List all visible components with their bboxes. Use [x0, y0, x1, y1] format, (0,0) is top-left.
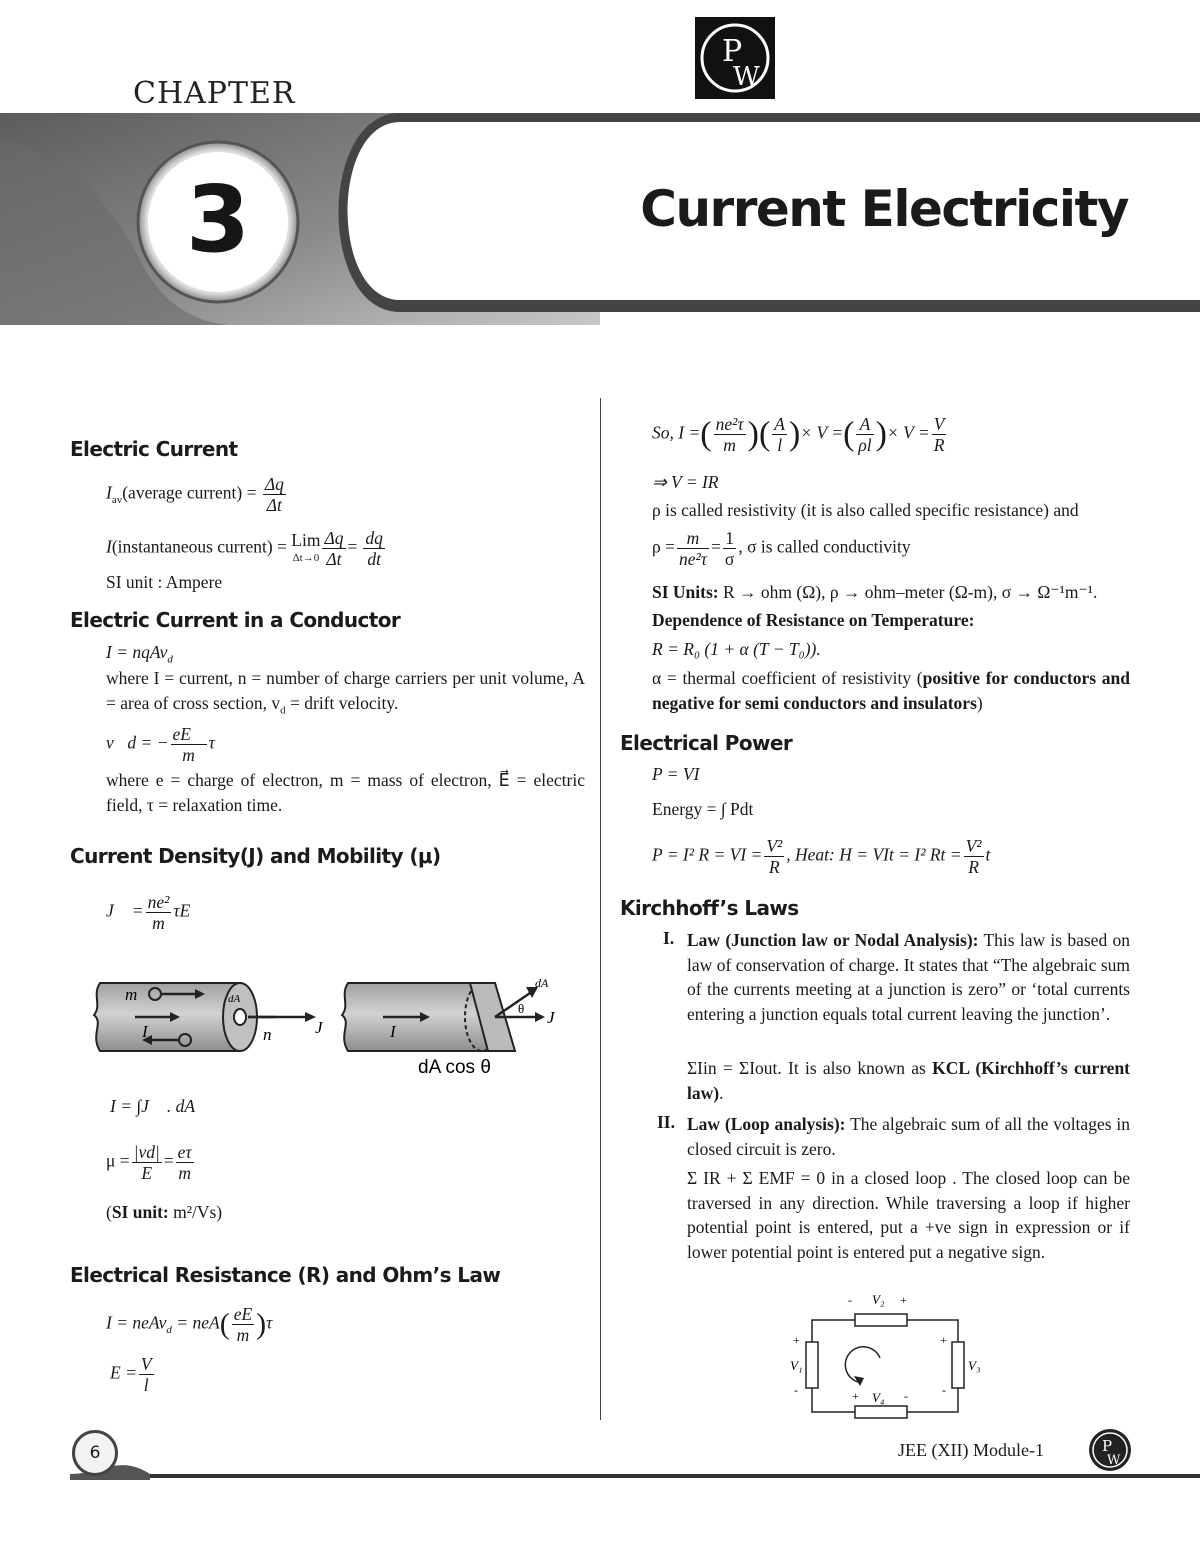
resistor-v2 — [855, 1314, 907, 1326]
integral-formula: I = ∫J⃗ . dA⃗ — [110, 1096, 209, 1116]
pw-logo — [695, 17, 775, 99]
heading-current-in-conductor: Electric Current in a Conductor — [70, 608, 401, 632]
conductor-figure — [90, 965, 590, 1080]
column-divider — [600, 398, 601, 1420]
minus-v3: - — [942, 1383, 946, 1397]
current-density-formula: J⃗ = $\frac{\text{ne²}}{m}$ τE⃗ — [106, 892, 204, 933]
law-2-number: II. — [657, 1112, 675, 1132]
minus-v2: - — [848, 1293, 852, 1307]
fig-dA1-label: dA — [228, 993, 241, 1005]
chapter-label: CHAPTER — [133, 76, 296, 111]
page-number: 6 — [72, 1430, 118, 1476]
kcl-text: ΣIin = ΣIout. It is also known as KCL (Kirchhoff’s current law). — [687, 1058, 1130, 1103]
si-unit-ampere: SI unit : Ampere — [106, 572, 223, 592]
fig-dA2-label: dA — [535, 976, 549, 990]
rho-resistivity-text: ρ is called resistivity (it is also called specific resistance) and — [652, 500, 1079, 520]
label-v3: V₃ — [968, 1358, 981, 1373]
fig-caption: dA cos θ — [418, 1057, 491, 1078]
chapter-number: 3 — [185, 166, 250, 273]
drift-velocity-formula: v⃗d = − $\frac{eE⃗}{m}$ τ — [106, 724, 215, 765]
label-v4: V₄ — [872, 1390, 885, 1405]
resistor-v4 — [855, 1406, 907, 1418]
label-v1: V₁ — [790, 1358, 803, 1373]
energy-formula: Energy = ∫ Pdt — [652, 799, 754, 819]
avg-current-formula: $I_{av}(average$ current) = $\frac{\Delta q}{\Delta t}$ — [106, 474, 284, 515]
e-v-over-l-formula: E = $\frac{V}{l}$ — [110, 1354, 152, 1395]
resistor-v3 — [952, 1342, 964, 1388]
svg-text:W: W — [1107, 1453, 1121, 1468]
heading-kirchhoffs-laws: Kirchhoff’s Laws — [620, 896, 799, 920]
fig-I1-label: I — [142, 1022, 148, 1041]
fig-m-label: m — [125, 985, 138, 1004]
svg-text:P: P — [1102, 1437, 1113, 1455]
fig-J2-label: J — [547, 1008, 555, 1027]
svg-text:P: P — [722, 34, 743, 69]
so-i-formula: So, I =( $\frac{\text{ne²τ}}{m}$ )( $\frac{A}{l}$ )× V =( $\frac{A}{\rho l}$ )× V = $\frac{V}{R}$ — [652, 414, 945, 455]
power-heat-formula: P = I² R = VI = $\frac{\text{V²}}{R}$ , Heat: H = VIt = I² Rt = $\frac{\text{V²}}{R}$ t — [652, 836, 991, 877]
plus-v2: + — [900, 1293, 907, 1307]
where-text-1: where I = current, n = number of charge carriers per unit volume, A = area of cross section, $v_d$ = drift velocity. — [106, 668, 585, 716]
fig-J1-label: J — [315, 1018, 323, 1037]
chapter-title: Current Electricity — [640, 180, 1128, 238]
temperature-dependence-formula: R = R₀ (1 + α (T − T₀)). — [652, 639, 821, 659]
rho-formula: ρ = $\frac{m}{\text{ne²τ}}$ = $\frac{1}{\sigma}$ , σ is called conductivity — [652, 528, 911, 569]
heading-resistance-ohms-law: Electrical Resistance (R) and Ohm’s Law — [70, 1263, 501, 1287]
power-p-vi: P = VI — [652, 764, 700, 784]
temperature-dependence-heading: Dependence of Resistance on Temperature: — [652, 610, 975, 630]
footer-module: JEE (XII) Module-1 — [898, 1440, 1044, 1460]
plus-v3: + — [940, 1333, 947, 1347]
si-units-line: SI Units: R → ohm (Ω), ρ → ohm–meter (Ω-m), σ → Ω⁻¹m⁻¹. — [652, 582, 1098, 602]
svg-text:W: W — [733, 62, 760, 92]
minus-v4: - — [904, 1389, 908, 1403]
label-v2: V₂ — [872, 1292, 885, 1307]
inst-current-formula: I(instantaneous current) = Lim Δt→0 $\frac{\Delta q}{\Delta t}$ = $\frac{dq}{dt}$ — [106, 528, 383, 569]
i-neavd-formula: I = neAv$_d$ = neA( $\frac{eE}{m}$ )τ — [106, 1304, 273, 1345]
footer-rule — [100, 1474, 1200, 1478]
plus-v1: + — [793, 1333, 800, 1347]
v-equals-ir: ⇒ V = IR — [652, 472, 719, 492]
mobility-formula: μ = $\frac{|vd|}{E}$ = $\frac{e\tau}{m}$ — [106, 1142, 192, 1183]
footer-pw-logo — [1089, 1429, 1131, 1471]
loop-circuit-diagram — [780, 1290, 981, 1420]
heading-electrical-power: Electrical Power — [620, 731, 793, 755]
fig-n-label: n — [263, 1025, 272, 1044]
formula-nqavd: I = nqAv$_d$ — [106, 642, 173, 666]
where-text-2: where e = charge of electron, m = mass of electron, E⃗ = electric field, τ = relaxation time. — [106, 770, 585, 815]
fig-I2-label: I — [390, 1022, 396, 1041]
alpha-definition: α = thermal coefficient of resistivity (positive for conductors and negative for semi conductors and insulators) — [652, 668, 1130, 713]
law-1-text: Law (Junction law or Nodal Analysis): This law is based on law of conservation of charge. It states that “The algebraic sum of the currents meeting at a junction is zero” or ‘total currents entering a junction equals total current leaving the junction’. — [687, 930, 1130, 1024]
resistor-v1 — [806, 1342, 818, 1388]
chapter-banner — [0, 0, 1200, 330]
heading-electric-current: Electric Current — [70, 437, 238, 461]
law-1-number: I. — [663, 928, 675, 948]
minus-v1: - — [794, 1383, 798, 1397]
heading-current-density: Current Density(J) and Mobility (μ) — [70, 844, 441, 868]
mobility-si-unit: (SI unit: m²/Vs) — [106, 1202, 223, 1222]
fig-theta-label: θ — [518, 1001, 525, 1016]
plus-v4: + — [852, 1389, 859, 1403]
law-2-text: Law (Loop analysis): The algebraic sum of all the voltages in closed circuit is zero. — [687, 1114, 1130, 1159]
kvl-text: Σ IR + Σ EMF = 0 in a closed loop . The closed loop can be traversed in any direction. While traversing a loop if higher potential point is entered, put a +ve sign in expression or if lower potential point is entered put a negative sign. — [687, 1168, 1130, 1262]
